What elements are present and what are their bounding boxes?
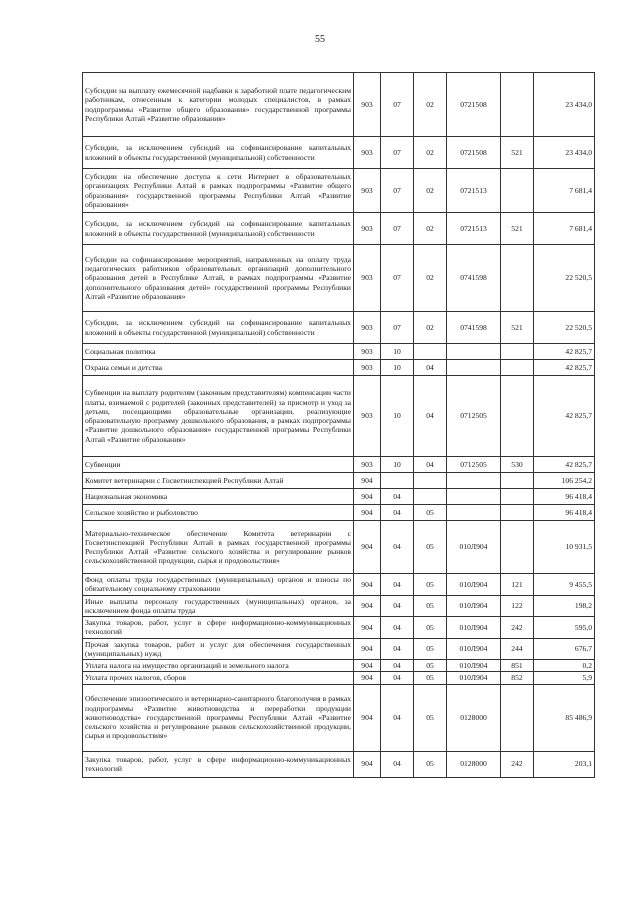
page-number: 55 xyxy=(315,34,325,45)
expense-type-code: 242 xyxy=(501,751,534,777)
section-code: 04 xyxy=(381,672,414,684)
table-row xyxy=(83,376,595,457)
row-description: Субсидии, за исключением субсидий на софинансирование капитальных вложений в объекты государственной (муниципальной) собственности xyxy=(83,213,354,245)
ministry-code: 904 xyxy=(354,660,381,672)
table-row xyxy=(83,312,595,344)
table-row xyxy=(83,169,595,213)
section-code: 10 xyxy=(381,360,414,376)
ministry-code: 903 xyxy=(354,169,381,213)
subsection-code: 05 xyxy=(414,521,447,574)
subsection-code xyxy=(414,344,447,360)
section-code: 04 xyxy=(381,574,414,596)
table-row xyxy=(83,617,595,639)
table-row xyxy=(83,457,595,473)
table-row xyxy=(83,73,595,137)
amount: 9 455,5 xyxy=(534,574,595,596)
ministry-code: 903 xyxy=(354,457,381,473)
ministry-code: 903 xyxy=(354,245,381,312)
expense-type-code: 852 xyxy=(501,672,534,684)
row-description: Субвенции на выплату родителям (законным представителям) компенсации части платы, взимаемой с родителей (законных представителей) за присмотр и уход за детьми, посещающими образовательные организации, реализующие образовательную программу дошкольного образования, в рамках подпрограммы «Развитие дошкольного образования» государственной программы Республики Алтай «Развитие образования» xyxy=(83,376,354,457)
ministry-code: 903 xyxy=(354,376,381,457)
ministry-code: 903 xyxy=(354,213,381,245)
target-article-code: 0128000 xyxy=(447,684,501,751)
target-article-code: 0721513 xyxy=(447,169,501,213)
table-row xyxy=(83,360,595,376)
section-code: 07 xyxy=(381,312,414,344)
target-article-code xyxy=(447,473,501,489)
expense-type-code: 851 xyxy=(501,660,534,672)
amount: 42 825,7 xyxy=(534,457,595,473)
amount: 10 931,5 xyxy=(534,521,595,574)
ministry-code: 904 xyxy=(354,751,381,777)
row-description: Прочая закупка товаров, работ и услуг для обеспечения государственных (муниципальных) нужд xyxy=(83,638,354,660)
target-article-code xyxy=(447,344,501,360)
row-description: Иные выплаты персоналу государственных (муниципальных) органов, за исключением фонда оплаты труда xyxy=(83,595,354,617)
table-body xyxy=(83,73,595,778)
target-article-code xyxy=(447,489,501,505)
subsection-code xyxy=(414,473,447,489)
expense-type-code: 521 xyxy=(501,137,534,169)
subsection-code xyxy=(414,489,447,505)
table-row xyxy=(83,213,595,245)
ministry-code: 904 xyxy=(354,672,381,684)
amount: 106 254,2 xyxy=(534,473,595,489)
expense-type-code xyxy=(501,684,534,751)
row-description: Обеспечение эпизоотического и ветеринарно-санитарного благополучия в рамках подпрограммы «Развитие животноводства и переработки продукции животноводства» государственной программы Республики Алтай «Развитие сельского хозяйства и регулирование рынков сельскохозяйственной продукции, сырья и продовольствия» xyxy=(83,684,354,751)
row-description: Субсидии на выплату ежемесячной надбавки к заработной плате педагогическим работникам, отнесенным к категории молодых специалистов, в рамках подпрограммы «Развитие общего образования» государственной программы Республики Алтай «Развитие образования» xyxy=(83,73,354,137)
section-code: 04 xyxy=(381,505,414,521)
amount: 595,0 xyxy=(534,617,595,639)
section-code: 10 xyxy=(381,376,414,457)
row-description: Фонд оплаты труда государственных (муниципальных) органов и взносы по обязательному социальному страхованию xyxy=(83,574,354,596)
section-code: 04 xyxy=(381,751,414,777)
ministry-code: 904 xyxy=(354,473,381,489)
target-article-code: 010Л904 xyxy=(447,574,501,596)
amount: 42 825,7 xyxy=(534,344,595,360)
target-article-code: 0721508 xyxy=(447,73,501,137)
subsection-code: 05 xyxy=(414,574,447,596)
table-row xyxy=(83,660,595,672)
table-row xyxy=(83,751,595,777)
table-row xyxy=(83,638,595,660)
row-description: Национальная экономика xyxy=(83,489,354,505)
expense-type-code: 122 xyxy=(501,595,534,617)
table-row xyxy=(83,684,595,751)
section-code: 04 xyxy=(381,660,414,672)
amount: 22 520,5 xyxy=(534,312,595,344)
ministry-code: 904 xyxy=(354,684,381,751)
row-description: Субсидии на обеспечение доступа к сети Интернет в образовательных организациях Республики Алтай в рамках подпрограммы «Развитие общего образования» государственной программы Республики Алтай «Развитие образования» xyxy=(83,169,354,213)
subsection-code: 04 xyxy=(414,376,447,457)
amount: 96 418,4 xyxy=(534,505,595,521)
subsection-code: 05 xyxy=(414,595,447,617)
amount: 42 825,7 xyxy=(534,376,595,457)
expense-type-code: 521 xyxy=(501,312,534,344)
amount: 5,9 xyxy=(534,672,595,684)
target-article-code: 010Л904 xyxy=(447,521,501,574)
target-article-code: 010Л904 xyxy=(447,638,501,660)
subsection-code: 04 xyxy=(414,457,447,473)
row-description: Уплата налога на имущество организаций и земельного налога xyxy=(83,660,354,672)
target-article-code: 010Л904 xyxy=(447,617,501,639)
subsection-code: 05 xyxy=(414,684,447,751)
subsection-code: 02 xyxy=(414,73,447,137)
section-code: 04 xyxy=(381,638,414,660)
amount: 96 418,4 xyxy=(534,489,595,505)
target-article-code xyxy=(447,360,501,376)
target-article-code: 0721508 xyxy=(447,137,501,169)
amount: 42 825,7 xyxy=(534,360,595,376)
subsection-code: 05 xyxy=(414,638,447,660)
section-code: 07 xyxy=(381,213,414,245)
target-article-code: 0741598 xyxy=(447,245,501,312)
table-row xyxy=(83,489,595,505)
table-row xyxy=(83,574,595,596)
row-description: Субвенции xyxy=(83,457,354,473)
table-row xyxy=(83,245,595,312)
subsection-code: 05 xyxy=(414,751,447,777)
amount: 23 434,0 xyxy=(534,73,595,137)
expense-type-code xyxy=(501,245,534,312)
ministry-code: 904 xyxy=(354,595,381,617)
subsection-code: 05 xyxy=(414,617,447,639)
ministry-code: 903 xyxy=(354,344,381,360)
row-description: Материально-техническое обеспечение Комитета ветеринарии с Госветинспекцией Республики Алтай в рамках государственной программы Республики Алтай «Развитие сельского хозяйства и регулирование рынков сельскохозяйственной продукции, сырья и продовольствия» xyxy=(83,521,354,574)
table-row xyxy=(83,521,595,574)
target-article-code: 0712505 xyxy=(447,376,501,457)
row-description: Закупка товаров, работ, услуг в сфере информационно-коммуникационных технологий xyxy=(83,617,354,639)
target-article-code: 010Л904 xyxy=(447,660,501,672)
expense-type-code xyxy=(501,360,534,376)
target-article-code: 0128000 xyxy=(447,751,501,777)
ministry-code: 903 xyxy=(354,137,381,169)
section-code: 04 xyxy=(381,617,414,639)
expense-type-code xyxy=(501,505,534,521)
section-code xyxy=(381,473,414,489)
amount: 203,1 xyxy=(534,751,595,777)
row-description: Субсидии, за исключением субсидий на софинансирование капитальных вложений в объекты государственной (муниципальной) собственности xyxy=(83,137,354,169)
target-article-code: 0712505 xyxy=(447,457,501,473)
expense-type-code: 530 xyxy=(501,457,534,473)
expense-type-code: 244 xyxy=(501,638,534,660)
expense-type-code: 121 xyxy=(501,574,534,596)
row-description: Сельское хозяйство и рыболовство xyxy=(83,505,354,521)
subsection-code: 02 xyxy=(414,245,447,312)
table-row xyxy=(83,672,595,684)
table-row xyxy=(83,473,595,489)
amount: 198,2 xyxy=(534,595,595,617)
subsection-code: 05 xyxy=(414,672,447,684)
target-article-code xyxy=(447,505,501,521)
section-code: 10 xyxy=(381,344,414,360)
subsection-code: 02 xyxy=(414,312,447,344)
amount: 676,7 xyxy=(534,638,595,660)
row-description: Субсидии, за исключением субсидий на софинансирование капитальных вложений в объекты государственной (муниципальной) собственности xyxy=(83,312,354,344)
ministry-code: 904 xyxy=(354,489,381,505)
section-code: 04 xyxy=(381,489,414,505)
ministry-code: 904 xyxy=(354,521,381,574)
section-code: 07 xyxy=(381,137,414,169)
subsection-code: 02 xyxy=(414,213,447,245)
amount: 7 681,4 xyxy=(534,169,595,213)
row-description: Субсидии на софинансирование мероприятий, направленных на оплату труда педагогических работников образовательных организаций дополнительного образования детей в Республике Алтай, в рамках подпрограммы «Развитие дополнительного образования детей» государственной программы Республики Алтай «Развитие образования» xyxy=(83,245,354,312)
subsection-code: 04 xyxy=(414,360,447,376)
amount: 23 434,0 xyxy=(534,137,595,169)
section-code: 04 xyxy=(381,521,414,574)
section-code: 07 xyxy=(381,245,414,312)
table-row xyxy=(83,595,595,617)
target-article-code: 010Л904 xyxy=(447,595,501,617)
section-code: 04 xyxy=(381,595,414,617)
amount: 0,2 xyxy=(534,660,595,672)
expense-type-code xyxy=(501,344,534,360)
section-code: 04 xyxy=(381,684,414,751)
row-description: Закупка товаров, работ, услуг в сфере информационно-коммуникационных технологий xyxy=(83,751,354,777)
target-article-code: 010Л904 xyxy=(447,672,501,684)
expense-type-code xyxy=(501,73,534,137)
row-description: Охрана семьи и детства xyxy=(83,360,354,376)
section-code: 07 xyxy=(381,73,414,137)
ministry-code: 903 xyxy=(354,312,381,344)
amount: 7 681,4 xyxy=(534,213,595,245)
ministry-code: 903 xyxy=(354,360,381,376)
subsection-code: 02 xyxy=(414,137,447,169)
expense-type-code xyxy=(501,521,534,574)
ministry-code: 903 xyxy=(354,73,381,137)
section-code: 07 xyxy=(381,169,414,213)
ministry-code: 904 xyxy=(354,574,381,596)
ministry-code: 904 xyxy=(354,505,381,521)
table-row xyxy=(83,137,595,169)
row-description: Социальная политика xyxy=(83,344,354,360)
expense-type-code xyxy=(501,376,534,457)
subsection-code: 05 xyxy=(414,505,447,521)
subsection-code: 05 xyxy=(414,660,447,672)
amount: 85 486,9 xyxy=(534,684,595,751)
row-description: Комитет ветеринарии с Госветинспекцией Республики Алтай xyxy=(83,473,354,489)
target-article-code: 0741598 xyxy=(447,312,501,344)
table-row xyxy=(83,505,595,521)
expense-type-code xyxy=(501,169,534,213)
expense-type-code xyxy=(501,473,534,489)
expense-type-code xyxy=(501,489,534,505)
expense-type-code: 242 xyxy=(501,617,534,639)
subsection-code: 02 xyxy=(414,169,447,213)
target-article-code: 0721513 xyxy=(447,213,501,245)
ministry-code: 904 xyxy=(354,617,381,639)
section-code: 10 xyxy=(381,457,414,473)
table-row xyxy=(83,344,595,360)
expense-type-code: 521 xyxy=(501,213,534,245)
amount: 22 520,5 xyxy=(534,245,595,312)
ministry-code: 904 xyxy=(354,638,381,660)
budget-table xyxy=(82,72,595,778)
row-description: Уплата прочих налогов, сборов xyxy=(83,672,354,684)
